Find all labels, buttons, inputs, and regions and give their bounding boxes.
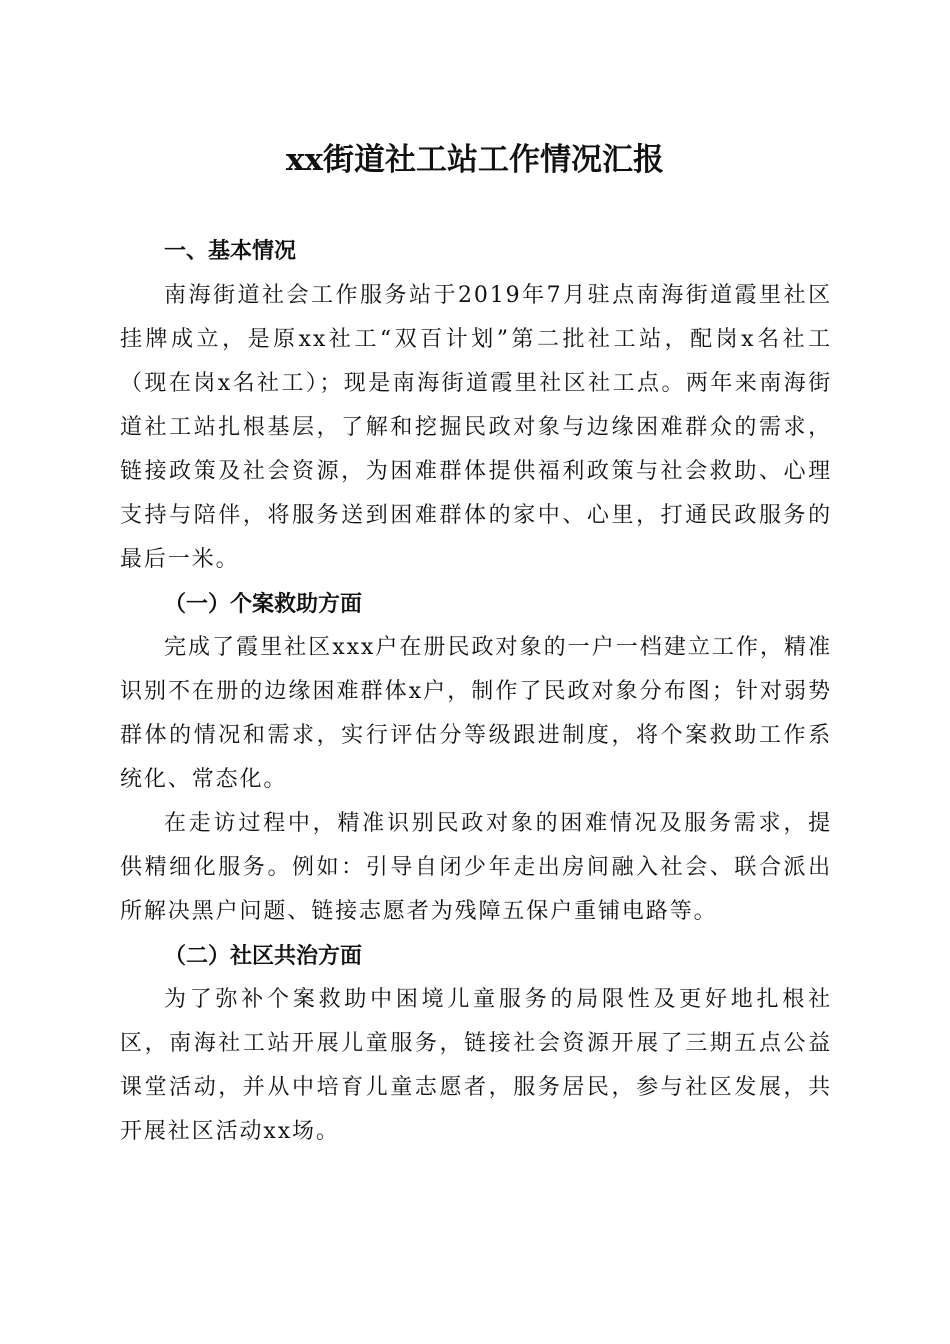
paragraph-community-governance-1: 为了弥补个案救助中困境儿童服务的局限性及更好地扎根社区，南海社工站开展儿童服务，链接社会资源开展了三期五点公益课堂活动，并从中培育儿童志愿者，服务居民，参与社区发展，共开展社区活动xx场。: [120, 987, 832, 1144]
paragraph-case-assistance-1: 完成了霞里社区xxx户在册民政对象的一户一档建立工作，精准识别不在册的边缘困难群体x户，制作了民政对象分布图；针对弱势群体的情况和需求，实行评估分等级跟进制度，将个案救助工作系统化、常态化。: [120, 635, 832, 792]
document-body: [120, 230, 832, 1154]
section-heading-basic-situation: 一、基本情况: [164, 239, 297, 264]
subsection-heading-community-governance: （二）社区共治方面: [164, 943, 363, 969]
paragraph-case-assistance-2: 在走访过程中，精准识别民政对象的困难情况及服务需求，提供精细化服务。例如：引导自闭少年走出房间融入社会、联合派出所解决黑户问题、链接志愿者为残障五保户重铺电路等。: [120, 811, 832, 924]
subsection-heading-case-assistance: （一）个案救助方面: [164, 591, 363, 617]
paragraph-basic-situation: 南海街道社会工作服务站于2019年7月驻点南海街道霞里社区挂牌成立，是原xx社工“双百计划”第二批社工站，配岗x名社工（现在岗x名社工）；现是南海街道霞里社区社工点。两年来南海街道社工站扎根基层，了解和挖掘民政对象与边缘困难群众的需求，链接政策及社会资源，为困难群体提供福利政策与社会救助、心理支持与陪伴，将服务送到困难群体的家中、心里，打通民政服务的最后一米。: [120, 283, 832, 572]
document-title: xx街道社工站工作情况汇报: [286, 142, 664, 178]
